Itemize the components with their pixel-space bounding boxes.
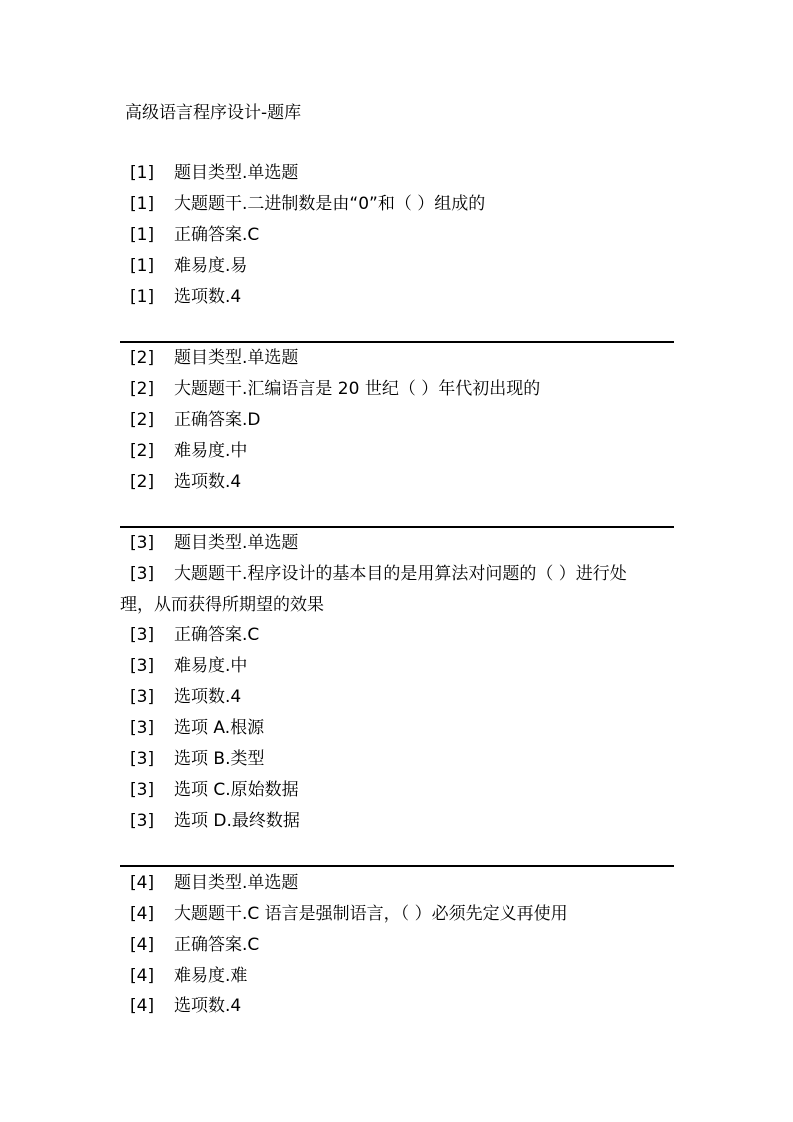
question-stem-continuation: 理，从而获得所期望的效果 [120,595,324,615]
question-number: [3] [130,687,155,707]
question-line [130,682,241,713]
question-line [130,713,264,744]
question-type: 题目类型.单选题 [174,873,299,893]
question-line [130,559,627,590]
question-number: [1] [130,194,155,214]
question-line [130,961,247,992]
question-number: [3] [130,811,155,831]
difficulty: 难易度.易 [174,256,248,276]
question-number: [3] [130,656,155,676]
question-line [130,744,264,775]
correct-answer: 正确答案.C [174,225,260,245]
option-count: 选项数.4 [174,996,242,1016]
question-number: [3] [130,718,155,738]
question-stem: 大题题干.C 语言是强制语言，（ ）必须先定义再使用 [174,904,568,924]
option-count: 选项数.4 [174,687,242,707]
question-number: [3] [130,564,155,584]
question-line [130,868,298,899]
question-line [130,651,247,682]
difficulty: 难易度.中 [174,441,248,461]
option-c: 选项 C.原始数据 [174,780,299,800]
question-number: [1] [130,287,155,307]
question-number: [1] [130,225,155,245]
question-line [130,220,259,251]
option-d: 选项 D.最终数据 [174,811,300,831]
question-line [130,251,247,282]
question-number: [2] [130,410,155,430]
option-count: 选项数.4 [174,287,242,307]
question-number: [3] [130,749,155,769]
question-line [130,189,485,220]
question-line [130,775,299,806]
question-number: [3] [130,625,155,645]
question-stem: 大题题干.二进制数是由“0”和（ ）组成的 [174,194,486,214]
question-number: [2] [130,472,155,492]
question-number: [4] [130,873,155,893]
question-number: [2] [130,441,155,461]
question-stem: 大题题干.程序设计的基本目的是用算法对问题的（ ）进行处 [174,564,627,584]
question-number: [4] [130,996,155,1016]
question-number: [3] [130,533,155,553]
question-number: [4] [130,966,155,986]
question-line [130,806,300,837]
question-line [130,467,241,498]
correct-answer: 正确答案.D [174,410,261,430]
correct-answer: 正确答案.C [174,625,260,645]
question-line [130,930,259,961]
question-line [130,899,568,930]
question-line [130,620,259,651]
question-number: [2] [130,379,155,399]
question-line [130,282,241,313]
question-type: 题目类型.单选题 [174,348,299,368]
difficulty: 难易度.难 [174,966,248,986]
question-number: [1] [130,256,155,276]
question-line [130,343,298,374]
option-a: 选项 A.根源 [174,718,265,738]
question-number: [4] [130,935,155,955]
question-line [130,991,241,1022]
question-number: [1] [130,163,155,183]
question-line [130,158,298,189]
question-line [130,436,247,467]
question-type: 题目类型.单选题 [174,163,299,183]
question-line [130,374,540,405]
question-number: [3] [130,780,155,800]
question-divider [120,865,674,867]
question-number: [4] [130,904,155,924]
difficulty: 难易度.中 [174,656,248,676]
question-line [130,405,261,436]
document-title: 高级语言程序设计-题库 [125,103,302,123]
correct-answer: 正确答案.C [174,935,260,955]
option-b: 选项 B.类型 [174,749,265,769]
question-number: [2] [130,348,155,368]
question-type: 题目类型.单选题 [174,533,299,553]
question-line [130,528,298,559]
option-count: 选项数.4 [174,472,242,492]
question-stem: 大题题干.汇编语言是 20 世纪（ ）年代初出现的 [174,379,541,399]
